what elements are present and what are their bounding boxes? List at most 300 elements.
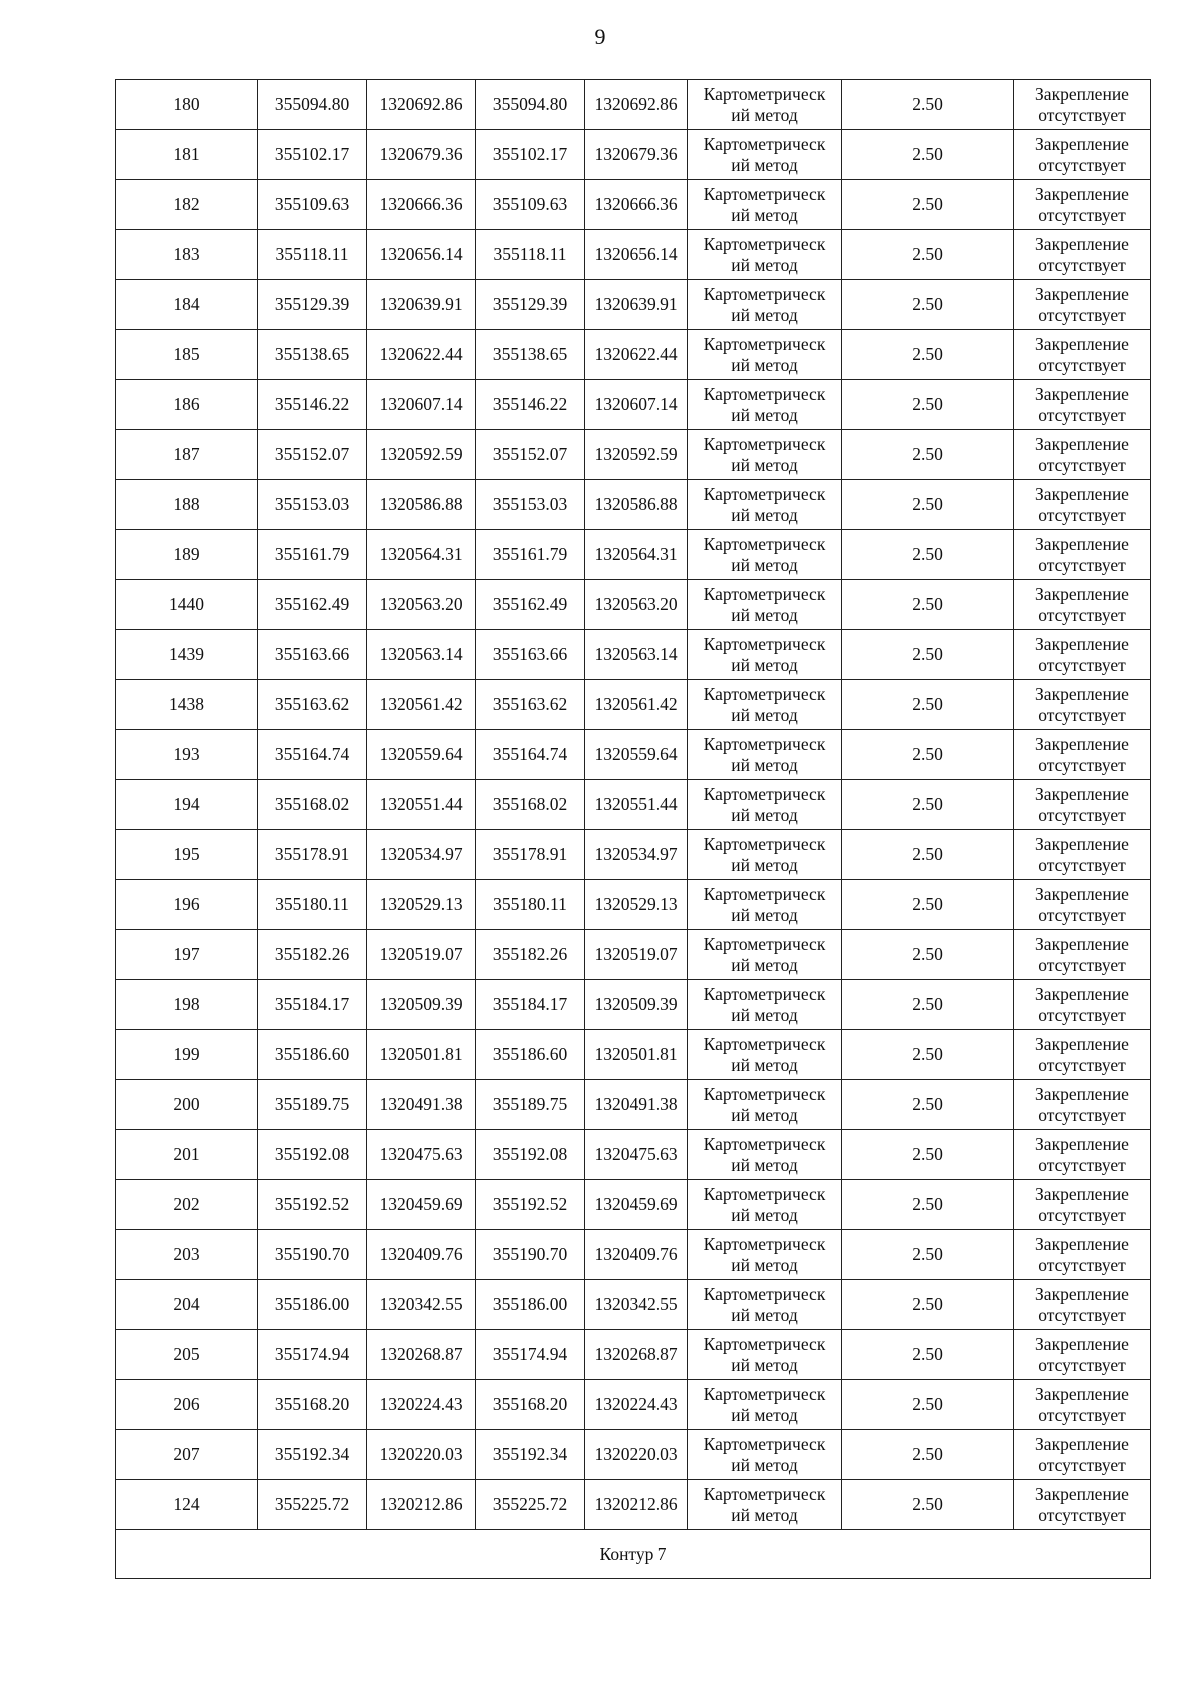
method-text-line2: ий метод [731,954,798,975]
point-number-cell: 201 [116,1130,258,1180]
y-existing-cell: 1320519.07 [367,930,476,980]
method-text-line2: ий метод [731,854,798,875]
fixation-cell [1014,1180,1151,1230]
x-existing-cell: 355178.91 [258,830,367,880]
y-existing-cell: 1320220.03 [367,1430,476,1480]
fixation-text-line1: Закрепление [1035,933,1129,954]
x-refined-cell: 355161.79 [476,530,585,580]
fixation-cell [1014,280,1151,330]
x-refined-cell: 355152.07 [476,430,585,480]
x-existing-cell: 355118.11 [258,230,367,280]
method-text-line2: ий метод [731,1454,798,1475]
fixation-text-line1: Закрепление [1035,1333,1129,1354]
method-text-line1: Картометрическ [703,383,826,404]
accuracy-cell: 2.50 [842,230,1014,280]
fixation-cell [1014,1480,1151,1530]
fixation-text-line2: отсутствует [1038,804,1126,825]
method-text-line2: ий метод [731,204,798,225]
point-number-cell: 180 [116,80,258,130]
fixation-text-line2: отсутствует [1038,454,1126,475]
fixation-text-line1: Закрепление [1035,1383,1129,1404]
method-text-line1: Картометрическ [703,1083,826,1104]
y-existing-cell: 1320622.44 [367,330,476,380]
method-cell [688,130,842,180]
point-number-cell: 198 [116,980,258,1030]
x-refined-cell: 355186.60 [476,1030,585,1080]
x-existing-cell: 355184.17 [258,980,367,1030]
x-existing-cell: 355182.26 [258,930,367,980]
method-cell [688,580,842,630]
method-cell [688,230,842,280]
fixation-text-line1: Закрепление [1035,383,1129,404]
method-cell [688,480,842,530]
table-row [116,1480,1151,1530]
table-row [116,830,1151,880]
fixation-text-line1: Закрепление [1035,533,1129,554]
x-refined-cell: 355168.20 [476,1380,585,1430]
fixation-text-line2: отсутствует [1038,604,1126,625]
y-refined-cell: 1320509.39 [585,980,688,1030]
y-refined-cell: 1320563.14 [585,630,688,680]
table-row [116,1230,1151,1280]
fixation-cell [1014,680,1151,730]
x-existing-cell: 355225.72 [258,1480,367,1530]
point-number-cell: 182 [116,180,258,230]
point-number-cell: 195 [116,830,258,880]
x-existing-cell: 355192.52 [258,1180,367,1230]
fixation-cell [1014,580,1151,630]
fixation-cell [1014,630,1151,680]
x-existing-cell: 355129.39 [258,280,367,330]
y-existing-cell: 1320607.14 [367,380,476,430]
accuracy-cell: 2.50 [842,1230,1014,1280]
method-text-line2: ий метод [731,1254,798,1275]
y-refined-cell: 1320491.38 [585,1080,688,1130]
accuracy-cell: 2.50 [842,580,1014,630]
method-text-line1: Картометрическ [703,1483,826,1504]
accuracy-cell: 2.50 [842,1130,1014,1180]
method-text-line2: ий метод [731,1354,798,1375]
method-text-line2: ий метод [731,354,798,375]
x-refined-cell: 355109.63 [476,180,585,230]
fixation-text-line1: Закрепление [1035,1133,1129,1154]
fixation-cell [1014,430,1151,480]
method-text-line1: Картометрическ [703,783,826,804]
y-refined-cell: 1320268.87 [585,1330,688,1380]
method-text-line2: ий метод [731,254,798,275]
method-text-line2: ий метод [731,1054,798,1075]
point-number-cell: 184 [116,280,258,330]
method-text-line1: Картометрическ [703,583,826,604]
method-text-line2: ий метод [731,604,798,625]
accuracy-cell: 2.50 [842,280,1014,330]
y-refined-cell: 1320592.59 [585,430,688,480]
table-row [116,380,1151,430]
fixation-text-line2: отсутствует [1038,1404,1126,1425]
method-text-line1: Картометрическ [703,1383,826,1404]
table-row [116,430,1151,480]
x-existing-cell: 355163.62 [258,680,367,730]
accuracy-cell: 2.50 [842,930,1014,980]
fixation-text-line2: отсутствует [1038,1004,1126,1025]
point-number-cell: 185 [116,330,258,380]
y-refined-cell: 1320559.64 [585,730,688,780]
fixation-text-line1: Закрепление [1035,1083,1129,1104]
x-existing-cell: 355102.17 [258,130,367,180]
table-row [116,1280,1151,1330]
fixation-cell [1014,880,1151,930]
y-refined-cell: 1320586.88 [585,480,688,530]
y-existing-cell: 1320586.88 [367,480,476,530]
x-refined-cell: 355102.17 [476,130,585,180]
fixation-cell [1014,830,1151,880]
table-row [116,630,1151,680]
fixation-text-line1: Закрепление [1035,683,1129,704]
table-row [116,130,1151,180]
method-cell [688,1080,842,1130]
method-text-line2: ий метод [731,404,798,425]
method-text-line1: Картометрическ [703,733,826,754]
fixation-cell [1014,980,1151,1030]
y-refined-cell: 1320220.03 [585,1430,688,1480]
point-number-cell: 203 [116,1230,258,1280]
y-existing-cell: 1320592.59 [367,430,476,480]
fixation-cell [1014,130,1151,180]
fixation-text-line1: Закрепление [1035,633,1129,654]
y-refined-cell: 1320212.86 [585,1480,688,1530]
table-row [116,730,1151,780]
accuracy-cell: 2.50 [842,1280,1014,1330]
method-text-line1: Картометрическ [703,183,826,204]
fixation-cell [1014,1430,1151,1480]
fixation-text-line1: Закрепление [1035,883,1129,904]
fixation-text-line2: отсутствует [1038,104,1126,125]
method-text-line1: Картометрическ [703,933,826,954]
point-number-cell: 189 [116,530,258,580]
fixation-text-line2: отсутствует [1038,404,1126,425]
fixation-cell [1014,1030,1151,1080]
fixation-text-line1: Закрепление [1035,1483,1129,1504]
fixation-text-line2: отсутствует [1038,304,1126,325]
method-text-line1: Картометрическ [703,1433,826,1454]
fixation-text-line1: Закрепление [1035,133,1129,154]
table-row [116,230,1151,280]
x-existing-cell: 355168.02 [258,780,367,830]
method-text-line2: ий метод [731,1104,798,1125]
x-refined-cell: 355186.00 [476,1280,585,1330]
accuracy-cell: 2.50 [842,1430,1014,1480]
table-row [116,280,1151,330]
method-text-line1: Картометрическ [703,1283,826,1304]
method-text-line1: Картометрическ [703,1033,826,1054]
y-existing-cell: 1320224.43 [367,1380,476,1430]
method-text-line1: Картометрическ [703,683,826,704]
accuracy-cell: 2.50 [842,980,1014,1030]
y-existing-cell: 1320509.39 [367,980,476,1030]
accuracy-cell: 2.50 [842,380,1014,430]
accuracy-cell: 2.50 [842,1180,1014,1230]
y-refined-cell: 1320409.76 [585,1230,688,1280]
fixation-cell [1014,1380,1151,1430]
fixation-text-line2: отсутствует [1038,854,1126,875]
table-row [116,1130,1151,1180]
y-refined-cell: 1320607.14 [585,380,688,430]
method-cell [688,880,842,930]
y-existing-cell: 1320501.81 [367,1030,476,1080]
method-text-line1: Картометрическ [703,333,826,354]
method-cell [688,380,842,430]
method-text-line1: Картометрическ [703,233,826,254]
method-cell [688,430,842,480]
y-existing-cell: 1320342.55 [367,1280,476,1330]
y-refined-cell: 1320501.81 [585,1030,688,1080]
method-text-line1: Картометрическ [703,83,826,104]
y-existing-cell: 1320564.31 [367,530,476,580]
method-cell [688,530,842,580]
table-row [116,880,1151,930]
method-text-line1: Картометрическ [703,133,826,154]
x-refined-cell: 355168.02 [476,780,585,830]
y-refined-cell: 1320563.20 [585,580,688,630]
y-refined-cell: 1320342.55 [585,1280,688,1330]
y-existing-cell: 1320212.86 [367,1480,476,1530]
accuracy-cell: 2.50 [842,680,1014,730]
x-existing-cell: 355180.11 [258,880,367,930]
x-existing-cell: 355192.34 [258,1430,367,1480]
table-row [116,1180,1151,1230]
fixation-text-line1: Закрепление [1035,833,1129,854]
method-cell [688,1430,842,1480]
table-row [116,1330,1151,1380]
fixation-cell [1014,80,1151,130]
table-row [116,980,1151,1030]
method-cell [688,1480,842,1530]
x-refined-cell: 355094.80 [476,80,585,130]
accuracy-cell: 2.50 [842,480,1014,530]
method-text-line2: ий метод [731,554,798,575]
y-refined-cell: 1320666.36 [585,180,688,230]
fixation-text-line2: отсутствует [1038,1254,1126,1275]
fixation-text-line1: Закрепление [1035,1233,1129,1254]
method-cell [688,630,842,680]
fixation-text-line1: Закрепление [1035,1283,1129,1304]
method-cell [688,1130,842,1180]
fixation-cell [1014,1280,1151,1330]
method-cell [688,780,842,830]
point-number-cell: 196 [116,880,258,930]
method-cell [688,1330,842,1380]
x-refined-cell: 355146.22 [476,380,585,430]
fixation-text-line2: отсутствует [1038,1504,1126,1525]
accuracy-cell: 2.50 [842,880,1014,930]
accuracy-cell: 2.50 [842,1080,1014,1130]
fixation-text-line2: отсутствует [1038,254,1126,275]
method-text-line2: ий метод [731,704,798,725]
point-number-cell: 207 [116,1430,258,1480]
fixation-text-line2: отсутствует [1038,354,1126,375]
method-text-line1: Картометрическ [703,1133,826,1154]
table-row [116,780,1151,830]
method-text-line1: Картометрическ [703,483,826,504]
y-existing-cell: 1320561.42 [367,680,476,730]
y-existing-cell: 1320563.20 [367,580,476,630]
fixation-text-line2: отсутствует [1038,654,1126,675]
method-cell [688,930,842,980]
fixation-text-line1: Закрепление [1035,483,1129,504]
method-text-line1: Картометрическ [703,1333,826,1354]
fixation-cell [1014,1080,1151,1130]
method-cell [688,1280,842,1330]
y-existing-cell: 1320692.86 [367,80,476,130]
point-number-cell: 186 [116,380,258,430]
x-existing-cell: 355192.08 [258,1130,367,1180]
y-refined-cell: 1320519.07 [585,930,688,980]
x-refined-cell: 355163.62 [476,680,585,730]
x-refined-cell: 355180.11 [476,880,585,930]
table-row [116,580,1151,630]
x-existing-cell: 355109.63 [258,180,367,230]
x-existing-cell: 355186.00 [258,1280,367,1330]
y-refined-cell: 1320551.44 [585,780,688,830]
method-text-line2: ий метод [731,1004,798,1025]
y-refined-cell: 1320692.86 [585,80,688,130]
fixation-text-line2: отсутствует [1038,1204,1126,1225]
x-existing-cell: 355162.49 [258,580,367,630]
fixation-text-line2: отсутствует [1038,704,1126,725]
method-text-line2: ий метод [731,754,798,775]
method-text-line2: ий метод [731,1504,798,1525]
accuracy-cell: 2.50 [842,530,1014,580]
x-existing-cell: 355163.66 [258,630,367,680]
fixation-text-line1: Закрепление [1035,983,1129,1004]
accuracy-cell: 2.50 [842,830,1014,880]
x-refined-cell: 355138.65 [476,330,585,380]
x-refined-cell: 355189.75 [476,1080,585,1130]
y-existing-cell: 1320475.63 [367,1130,476,1180]
y-refined-cell: 1320224.43 [585,1380,688,1430]
x-existing-cell: 355186.60 [258,1030,367,1080]
point-number-cell: 181 [116,130,258,180]
x-existing-cell: 355190.70 [258,1230,367,1280]
fixation-text-line1: Закрепление [1035,183,1129,204]
method-text-line2: ий метод [731,304,798,325]
point-number-cell: 188 [116,480,258,530]
table-row [116,180,1151,230]
point-number-cell: 200 [116,1080,258,1130]
fixation-cell [1014,330,1151,380]
y-existing-cell: 1320529.13 [367,880,476,930]
x-existing-cell: 355168.20 [258,1380,367,1430]
y-existing-cell: 1320268.87 [367,1330,476,1380]
fixation-text-line2: отсутствует [1038,1104,1126,1125]
y-existing-cell: 1320491.38 [367,1080,476,1130]
table-row [116,330,1151,380]
table-row [116,1080,1151,1130]
page-number: 9 [594,24,606,49]
fixation-text-line1: Закрепление [1035,783,1129,804]
contour-row [116,1530,1151,1579]
y-refined-cell: 1320529.13 [585,880,688,930]
y-existing-cell: 1320639.91 [367,280,476,330]
method-text-line1: Картометрическ [703,1233,826,1254]
method-text-line1: Картометрическ [703,1183,826,1204]
method-text-line2: ий метод [731,904,798,925]
x-refined-cell: 355153.03 [476,480,585,530]
y-refined-cell: 1320459.69 [585,1180,688,1230]
point-number-cell: 197 [116,930,258,980]
y-existing-cell: 1320534.97 [367,830,476,880]
method-cell [688,280,842,330]
y-refined-cell: 1320561.42 [585,680,688,730]
y-refined-cell: 1320639.91 [585,280,688,330]
fixation-text-line2: отсутствует [1038,204,1126,225]
accuracy-cell: 2.50 [842,1380,1014,1430]
x-refined-cell: 355118.11 [476,230,585,280]
method-cell [688,830,842,880]
y-refined-cell: 1320679.36 [585,130,688,180]
fixation-cell [1014,530,1151,580]
fixation-text-line2: отсутствует [1038,1054,1126,1075]
x-existing-cell: 355161.79 [258,530,367,580]
y-existing-cell: 1320666.36 [367,180,476,230]
y-refined-cell: 1320564.31 [585,530,688,580]
fixation-text-line1: Закрепление [1035,1433,1129,1454]
fixation-text-line1: Закрепление [1035,733,1129,754]
fixation-text-line2: отсутствует [1038,1354,1126,1375]
method-cell [688,1180,842,1230]
accuracy-cell: 2.50 [842,130,1014,180]
method-cell [688,1030,842,1080]
table-row [116,1380,1151,1430]
fixation-text-line1: Закрепление [1035,1033,1129,1054]
method-cell [688,980,842,1030]
fixation-text-line1: Закрепление [1035,283,1129,304]
y-existing-cell: 1320559.64 [367,730,476,780]
accuracy-cell: 2.50 [842,780,1014,830]
contour-label: Контур 7 [116,1530,1151,1579]
method-text-line2: ий метод [731,104,798,125]
fixation-text-line2: отсутствует [1038,154,1126,175]
method-text-line1: Картометрическ [703,433,826,454]
table-row [116,930,1151,980]
method-text-line1: Картометрическ [703,533,826,554]
method-text-line2: ий метод [731,1304,798,1325]
y-existing-cell: 1320679.36 [367,130,476,180]
fixation-cell [1014,1330,1151,1380]
y-refined-cell: 1320475.63 [585,1130,688,1180]
accuracy-cell: 2.50 [842,180,1014,230]
table-row [116,680,1151,730]
x-refined-cell: 355162.49 [476,580,585,630]
point-number-cell: 183 [116,230,258,280]
point-number-cell: 202 [116,1180,258,1230]
fixation-cell [1014,480,1151,530]
fixation-text-line2: отсутствует [1038,754,1126,775]
fixation-text-line1: Закрепление [1035,583,1129,604]
accuracy-cell: 2.50 [842,1330,1014,1380]
method-cell [688,180,842,230]
x-refined-cell: 355225.72 [476,1480,585,1530]
fixation-text-line1: Закрепление [1035,83,1129,104]
point-number-cell: 1438 [116,680,258,730]
x-refined-cell: 355164.74 [476,730,585,780]
fixation-cell [1014,1130,1151,1180]
method-text-line2: ий метод [731,154,798,175]
y-refined-cell: 1320534.97 [585,830,688,880]
accuracy-cell: 2.50 [842,330,1014,380]
accuracy-cell: 2.50 [842,730,1014,780]
x-existing-cell: 355153.03 [258,480,367,530]
